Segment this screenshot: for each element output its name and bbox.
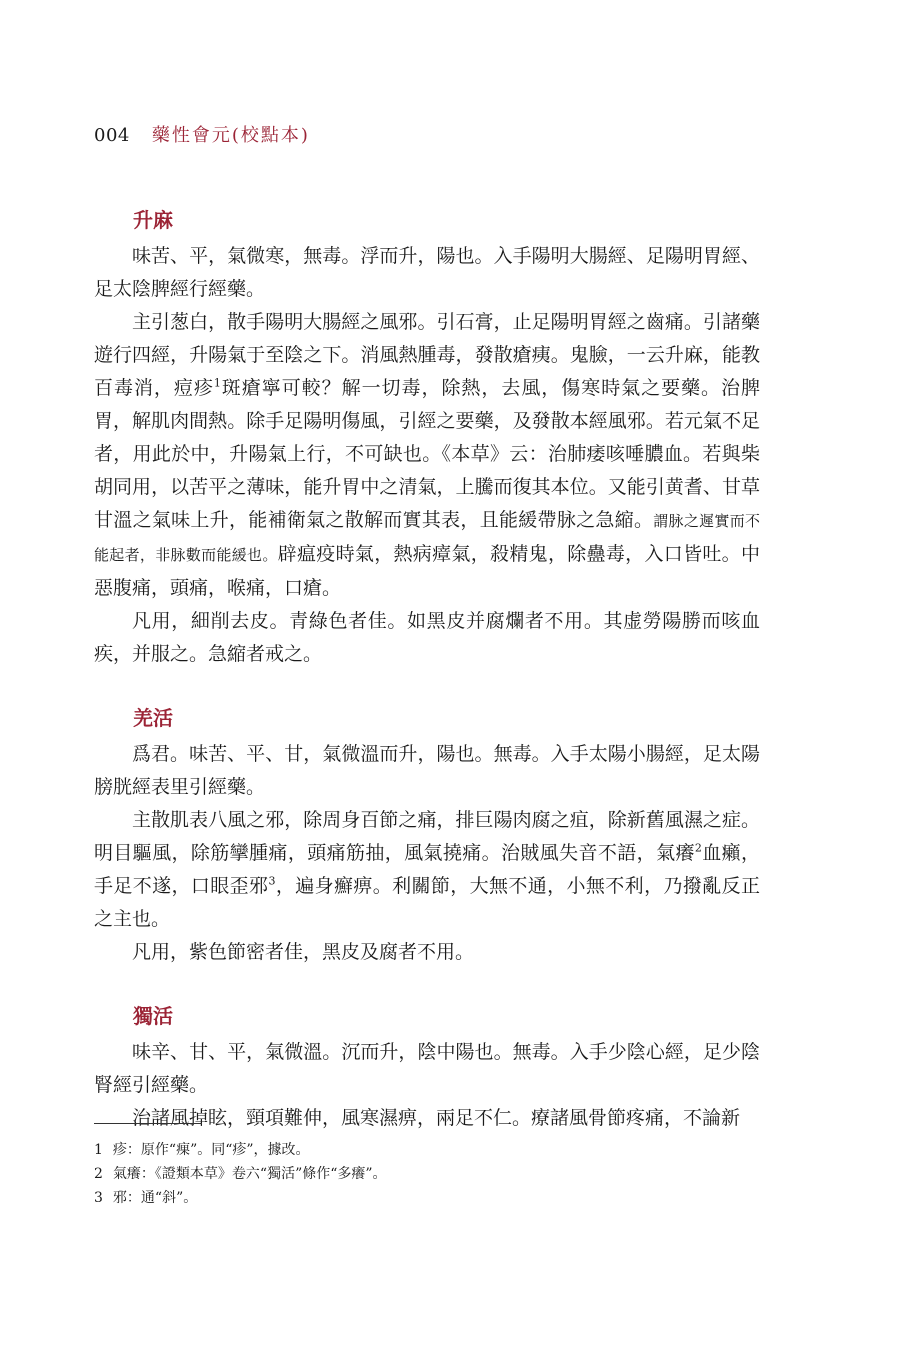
paragraph [94, 306, 760, 605]
footnotes [94, 1138, 760, 1210]
paragraph-text: 主散肌表八風之邪，除周身百節之痛，排巨陽肉腐之疽，除新舊風濕之症。明目驅風，除筋攣腫痛，頭痛筋抽，風氣撓痛。治賊風失音不語，氣癢 [94, 809, 760, 864]
paragraph-text: 血癩，手足不遂，口眼歪邪 [94, 842, 760, 897]
running-header [94, 122, 310, 150]
paragraph: 爲君。味苦、平、甘，氣微溫而升，陽也。無毒。入手太陽小腸經，足太陽膀胱經表里引經藥。 [94, 743, 760, 798]
herb-title: 獨活 [133, 1004, 173, 1028]
footnote-number: 1 [94, 1142, 103, 1158]
footnote-divider [94, 1123, 202, 1124]
inline-note: 謂脉之遲實而不能起者，非脉數而能緩也。 [94, 512, 760, 564]
paragraph-text: 辟瘟疫時氣，熱病瘴氣，殺精鬼，除蠱毒，入口皆吐。中惡腹痛，頭痛，喉痛，口瘡。 [94, 543, 760, 599]
section-shengma [94, 200, 760, 671]
main-text [94, 200, 760, 1162]
section-duhuo [94, 996, 760, 1135]
herb-title: 升麻 [133, 208, 173, 232]
footnote-ref[interactable]: 1 [213, 376, 221, 390]
paragraph-text: 斑瘡寧可較？解一切毒，除熱，去風，傷寒時氣之要藥。治脾胃，解肌肉間熱。除手足陽明傷風，引經之要藥，及發散本經風邪。若元氣不足者，用此於中，升陽氣上行，不可缺也。《本草》云：治肺痿咳唾膿血。若與柴胡同用，以苦平之薄味，能升胃中之清氣，上騰而復其本位。又能引黄耆、甘草甘溫之氣味上升，能補衛氣之散解而實其表，且能緩帶脉之急縮。 [94, 377, 760, 531]
footnote-ref[interactable]: 3 [268, 874, 276, 888]
paragraph: 味辛、甘、平，氣微溫。沉而升，陰中陽也。無毒。入手少陰心經，足少陰腎經引經藥。 [94, 1041, 760, 1096]
footnote-ref[interactable]: 2 [694, 841, 702, 855]
paragraph: 治諸風掉眩，頸項難伸，風寒濕痹，兩足不仁。療諸風骨節疼痛，不論新 [132, 1107, 741, 1129]
page-number: 004 [94, 125, 130, 146]
footnote [94, 1138, 760, 1162]
footnote-text: 疹：原作“㾧”。同“疹”，據改。 [112, 1142, 310, 1158]
footnote-number: 2 [94, 1166, 103, 1182]
footnote-text: 邪：通“斜”。 [112, 1190, 198, 1206]
footnote-text: 氣癢：《證類本草》卷六“獨活”條作“多癢”。 [112, 1166, 387, 1182]
section-qianghuo [94, 698, 760, 969]
paragraph: 凡用，紫色節密者佳，黑皮及腐者不用。 [132, 941, 475, 963]
herb-title: 羌活 [133, 706, 173, 730]
paragraph-text: 主引葱白，散手陽明大腸經之風邪。引石膏，止足陽明胃經之齒痛。引諸藥遊行四經，升陽氣于至陰之下。消風熱腫毒，發散瘡痍。鬼臉，一云升麻，能教百毒消，痘疹 [94, 311, 760, 399]
paragraph-text: ，遍身癬痹。利關節，大無不通，小無不利，乃撥亂反正之主也。 [94, 875, 760, 930]
footnote-number: 3 [94, 1190, 103, 1206]
paragraph: 味苦、平，氣微寒，無毒。浮而升，陽也。入手陽明大腸經、足陽明胃經、足太陰脾經行經藥。 [94, 245, 760, 300]
book-title: 藥性會元(校點本) [151, 125, 310, 146]
footnote [94, 1186, 760, 1210]
paragraph: 凡用，細削去皮。青綠色者佳。如黑皮并腐爛者不用。其虚勞陽勝而咳血疾，并服之。急縮者戒之。 [94, 610, 760, 665]
footnote [94, 1162, 760, 1186]
paragraph [94, 804, 760, 936]
